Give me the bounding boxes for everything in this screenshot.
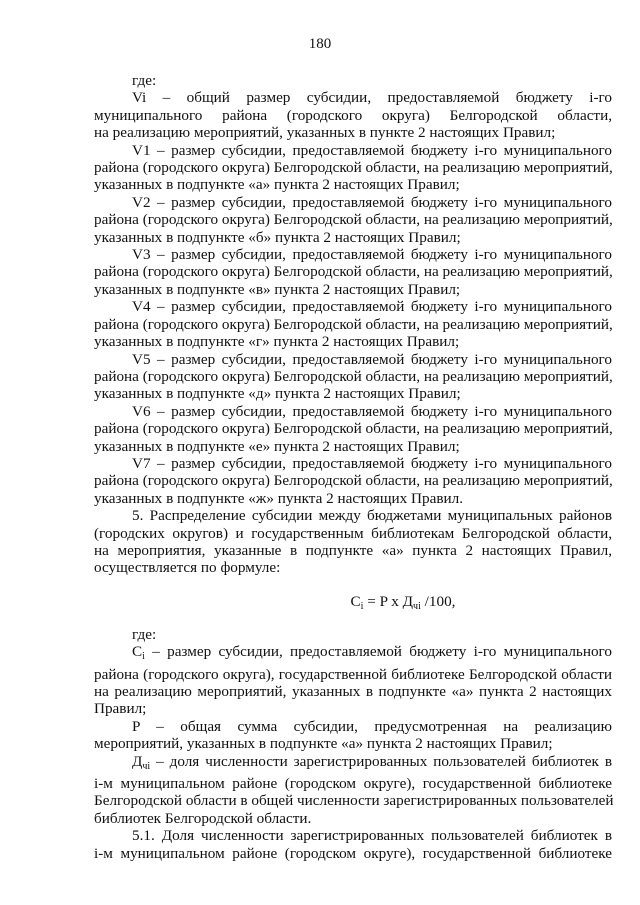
text-line: V5 – размер субсидии, предоставляемой бюджету i-го муниципального: [132, 350, 612, 368]
text-line: района (городского округа) Белгородской области, на реализацию мероприятий,: [94, 420, 613, 438]
formula: [94, 593, 612, 616]
text-line: P – общая сумма субсидии, предусмотренная на реализацию: [132, 717, 612, 735]
text-line: [94, 753, 612, 775]
text-line: указанных в подпункте «д» пункта 2 настоящих Правил;: [94, 385, 461, 403]
text-line: i-м муниципальном районе (городском округе), государственной библиотеке: [94, 775, 612, 793]
text-line: где:: [132, 72, 157, 89]
line-text: – доля численности зарегистрированных пользователей библиотек в: [150, 752, 612, 770]
text-line: 5. Распределение субсидии между бюджетами муниципальных районов: [132, 507, 612, 525]
text-line: указанных в подпункте «а» пункта 2 настоящих Правил;: [94, 176, 460, 194]
text-line: V7 – размер субсидии, предоставляемой бюджету i-го муниципального: [132, 454, 612, 472]
text-line: района (городского округа) Белгородской области, на реализацию мероприятий,: [94, 315, 613, 333]
text-line: библиотек Белгородской области.: [94, 809, 312, 827]
text-line: (городских округов) и государственным библиотекам Белгородской области,: [94, 524, 612, 542]
formula-d-sub: чi: [413, 600, 421, 612]
symbol-subscript: чi: [142, 760, 151, 772]
text-line: указанных в подпункте «е» пункта 2 настоящих Правил;: [94, 437, 460, 455]
text-line: указанных в подпункте «в» пункта 2 настоящих Правил;: [94, 280, 461, 298]
text-line: района (городского округа) Белгородской области, на реализацию мероприятий,: [94, 211, 613, 229]
text-line: V3 – размер субсидии, предоставляемой бюджету i-го муниципального: [132, 246, 612, 264]
symbol: C: [132, 643, 143, 661]
symbol: Д: [132, 752, 143, 770]
paragraph-block-definitions: [94, 626, 612, 862]
formula-middle: = P x Д: [363, 592, 414, 610]
text-line: района (городского округа) Белгородской области, на реализацию мероприятий,: [94, 159, 613, 177]
text-line: Правил;: [94, 700, 147, 718]
text-line: Белгородской области в общей численности зарегистрированных пользователей: [94, 792, 614, 810]
page-number: 180: [308, 36, 332, 52]
text-line: на реализацию мероприятий, указанных в пункте 2 настоящих Правил;: [94, 124, 556, 142]
text-line: указанных в подпункте «ж» пункта 2 настоящих Правил.: [94, 489, 464, 507]
formula-tail: /100,: [420, 592, 456, 610]
text-line: мероприятий, указанных в подпункте «а» пункта 2 настоящих Правил;: [94, 735, 553, 753]
formula-c-sub: i: [360, 600, 364, 612]
text-line: указанных в подпункте «г» пункта 2 настоящих Правил;: [94, 333, 460, 351]
text-line: на реализацию мероприятий, указанных в подпункте «а» пункта 2 настоящих: [94, 683, 612, 700]
text-line: 5.1. Доля численности зарегистрированных пользователей библиотек в: [132, 827, 612, 845]
text-line: указанных в подпункте «б» пункта 2 настоящих Правил;: [94, 228, 461, 246]
text-line: осуществляется по формуле:: [94, 559, 281, 577]
text-line: V2 – размер субсидии, предоставляемой бюджету i-го муниципального: [132, 193, 612, 211]
text-line: на мероприятия, указанные в подпункте «а» пункта 2 настоящих Правил,: [94, 541, 612, 559]
text-line: i-м муниципальном районе (городском округе), государственной библиотеке: [94, 844, 612, 862]
text-line: муниципального района (городского округа) Белгородской области,: [94, 106, 612, 124]
text-line: района (городского округа) Белгородской области, на реализацию мероприятий,: [94, 472, 613, 490]
text-line: V1 – размер субсидии, предоставляемой бюджету i-го муниципального: [132, 141, 612, 159]
text-line: [94, 643, 612, 665]
text-line: Vi – общий размер субсидии, предоставляемой бюджету i-го: [132, 89, 612, 107]
symbol-subscript: i: [142, 651, 145, 663]
formula-c: C: [350, 592, 361, 610]
text-line: V4 – размер субсидии, предоставляемой бюджету i-го муниципального: [132, 298, 612, 316]
text-line: района (городского округа) Белгородской области, на реализацию мероприятий,: [94, 263, 613, 281]
text-line: где:: [132, 625, 157, 643]
text-line: района (городского округа), государственной библиотеке Белгородской области: [94, 665, 612, 683]
text-line: района (городского округа) Белгородской области, на реализацию мероприятий,: [94, 367, 613, 385]
document-body: [94, 72, 612, 862]
text-line: V6 – размер субсидии, предоставляемой бюджету i-го муниципального: [132, 402, 612, 420]
line-text: – размер субсидии, предоставляемой бюджету i-го муниципального: [144, 643, 612, 661]
paragraph-block-variables: [94, 72, 612, 577]
